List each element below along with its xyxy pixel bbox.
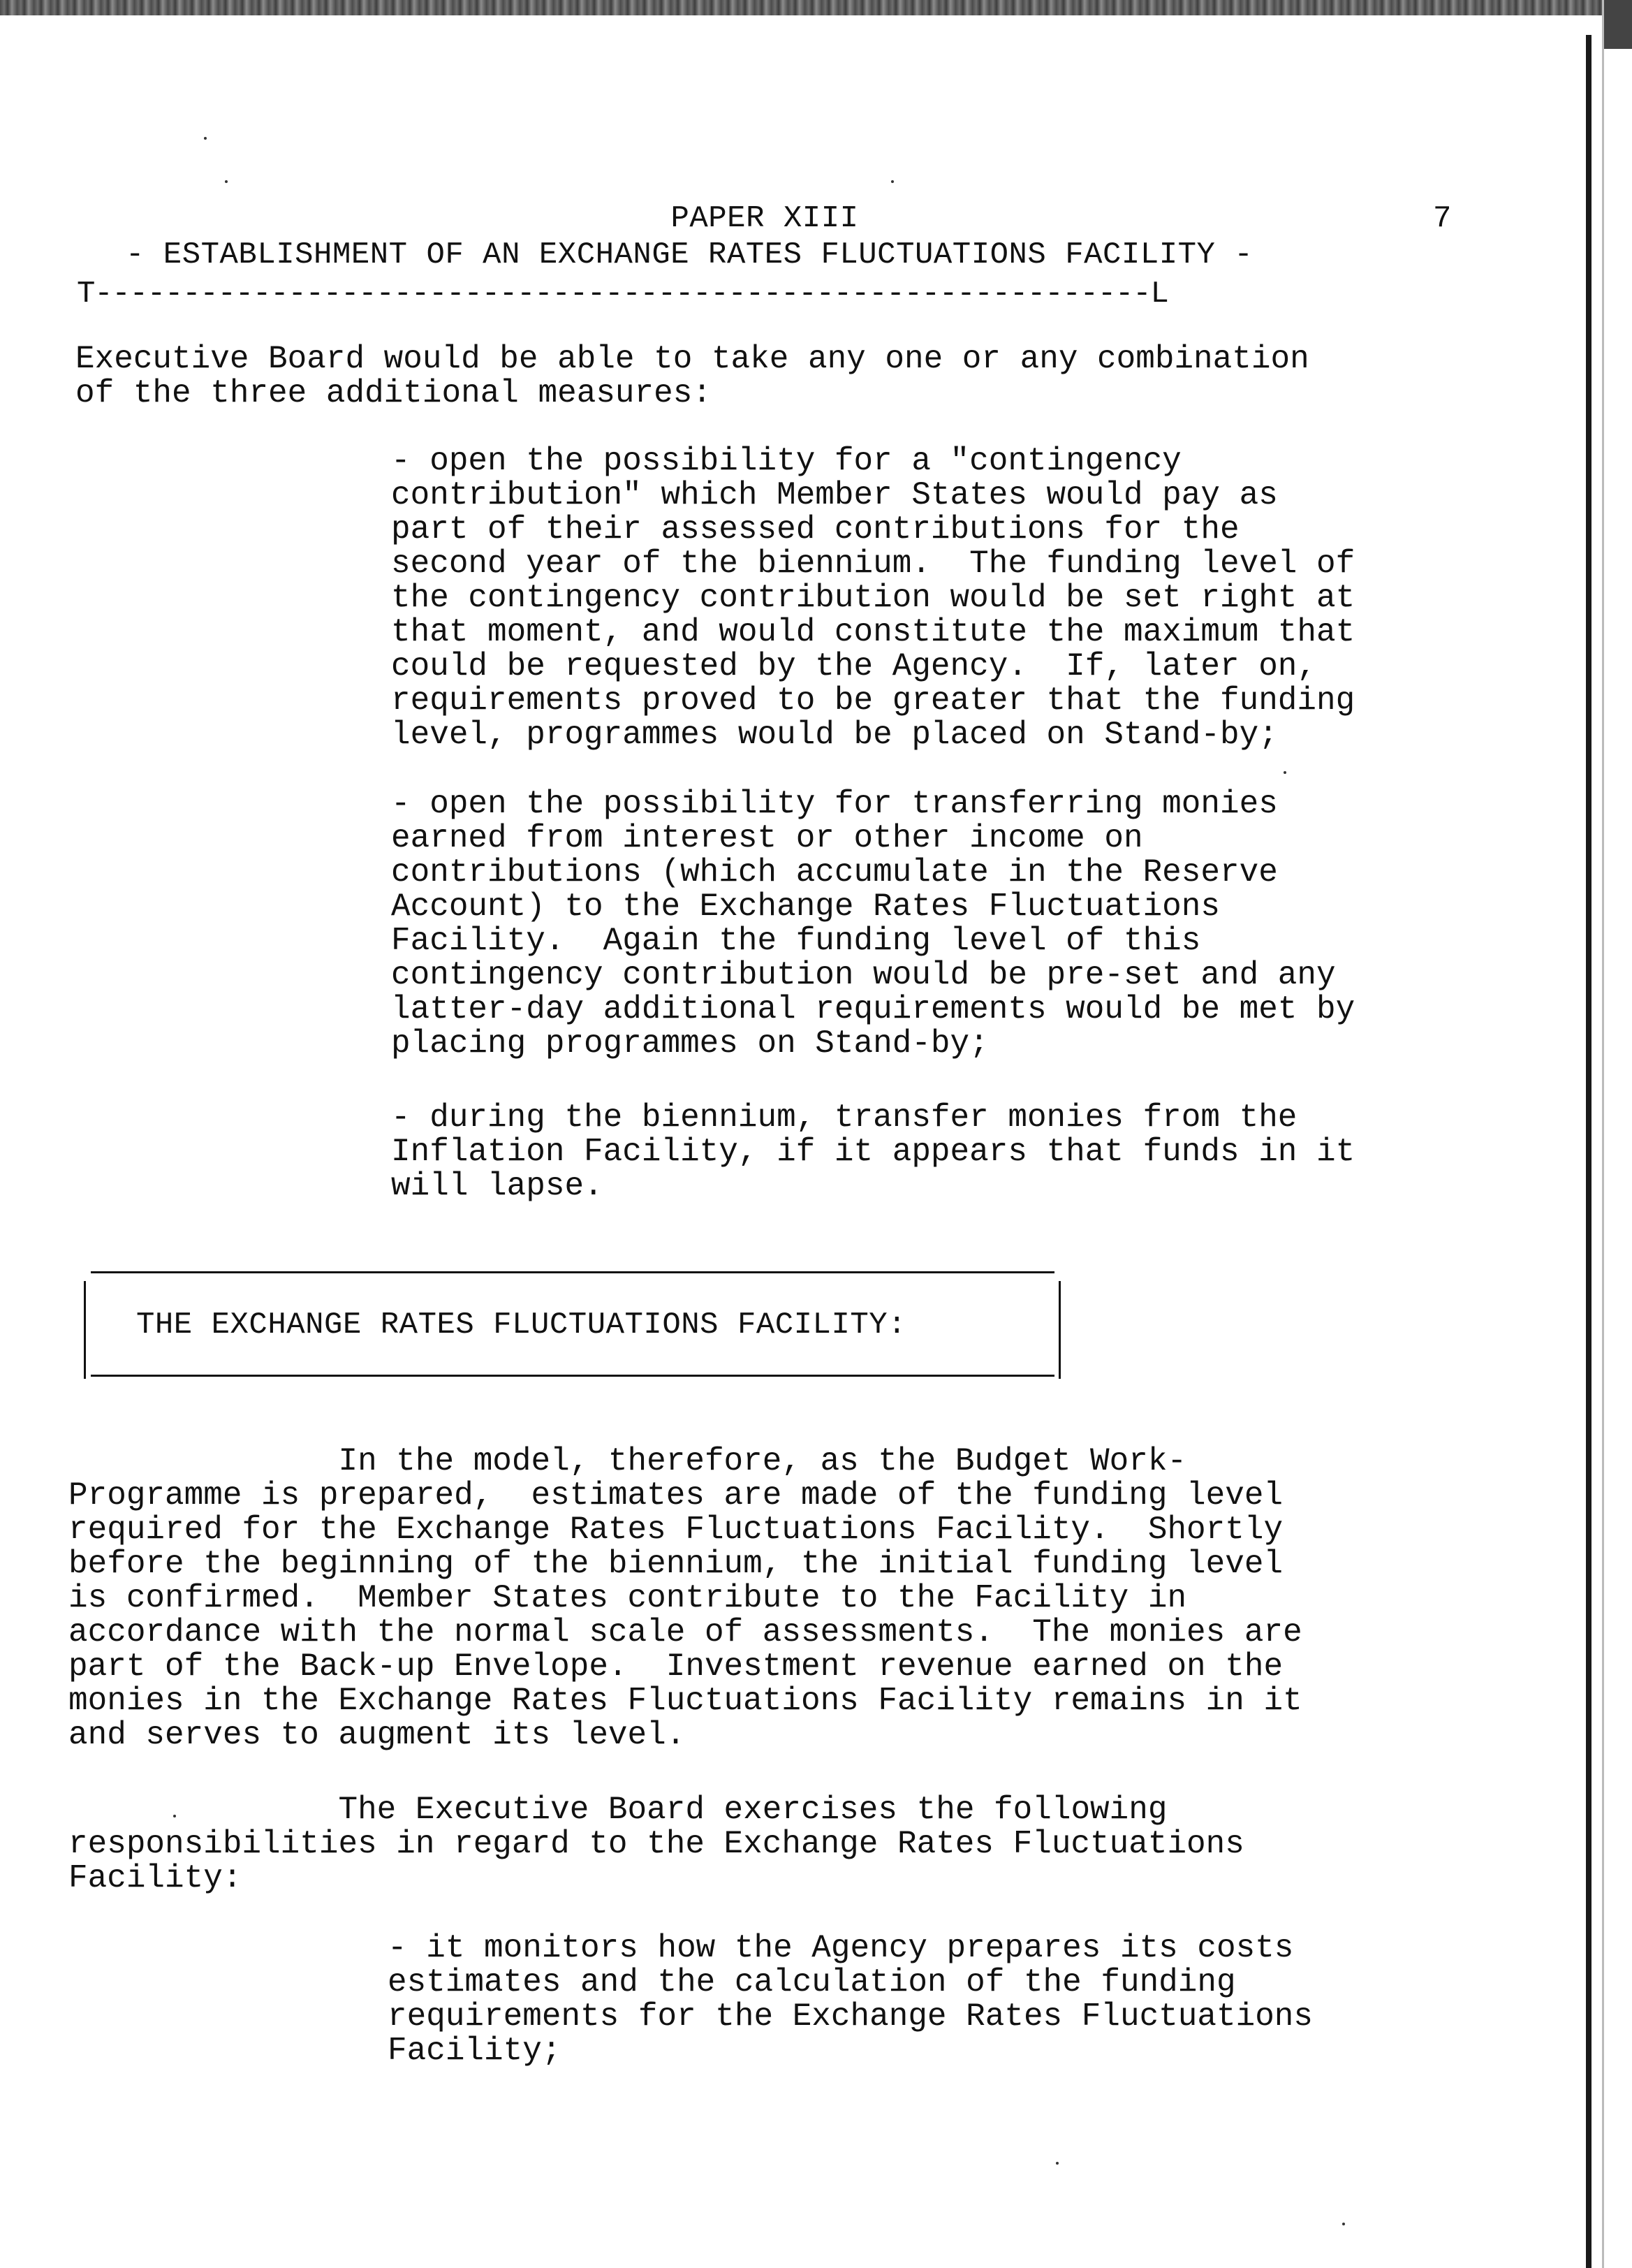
- responsibility-item: - it monitors how the Agency prepares its costs estimates and the calculation of the funding requirements for the Exchange Rates Fluctuations Facility;: [388, 1930, 1314, 2069]
- scan-speck: [1342, 2223, 1345, 2225]
- scan-speck: [891, 180, 894, 183]
- intro-paragraph: Executive Board would be able to take any one or any combination of the three additional measures:: [75, 341, 1309, 411]
- measure-item: - during the biennium, transfer monies from the Inflation Facility, if it appears that funds in it will lapse.: [391, 1099, 1355, 1204]
- box-border-bottom: [91, 1375, 1054, 1377]
- scan-speck: [225, 180, 228, 183]
- section-heading: THE EXCHANGE RATES FLUCTUATIONS FACILITY:: [136, 1308, 907, 1342]
- scan-right-edge: [1586, 35, 1591, 2268]
- scan-speck: [204, 137, 207, 140]
- page-title: PAPER XIII: [670, 201, 859, 236]
- box-border-right: [1059, 1281, 1061, 1379]
- box-border-top: [91, 1271, 1054, 1273]
- scan-speck: [1056, 2162, 1059, 2165]
- scan-right-margin-line: [1602, 0, 1604, 2268]
- scan-top-edge: [0, 0, 1632, 15]
- box-border-left: [84, 1281, 86, 1379]
- scan-speck: [1284, 771, 1286, 774]
- measure-item: - open the possibility for a "contingency contribution" which Member States would pay as part of their assessed contributions for the second year of the biennium. The funding level of the contingency contribution would be set right at that moment, and would constitute the maximum that could be requested by the Agency. If, later on, requirements proved to be greater that the funding level, programmes would be placed on Stand-by;: [391, 443, 1355, 753]
- scan-corner-shadow: [1604, 0, 1632, 49]
- model-paragraph: In the model, therefore, as the Budget Work- Programme is prepared, estimates are made of the funding level required for the Exchange Rates Fluctuations Facility. Shortly before the beginning of the biennium, the initial funding level is confirmed. Member States contribute to the Facility in accordance with the normal scale of assessments. The monies are part of the Back-up Envelope. Investment revenue earned on the monies in the Exchange Rates Fluctuations Facility remains in it and serves to augment its level.: [68, 1443, 1302, 1753]
- page-number: 7: [1433, 201, 1452, 236]
- header-rule: T------------------------------------------------------------L: [77, 277, 1168, 312]
- page-subtitle: - ESTABLISHMENT OF AN EXCHANGE RATES FLUCTUATIONS FACILITY -: [126, 237, 1254, 272]
- measure-item: - open the possibility for transferring monies earned from interest or other income on contributions (which accumulate in the Reserve Account) to the Exchange Rates Fluctuations Facility. Again the funding level of this contingency contribution would be pre-set and any latter-day additional requirements would be met by placing programmes on Stand-by;: [391, 786, 1355, 1062]
- board-paragraph: The Executive Board exercises the following responsibilities in regard to the Exchange Rates Fluctuations Facility:: [68, 1792, 1244, 1896]
